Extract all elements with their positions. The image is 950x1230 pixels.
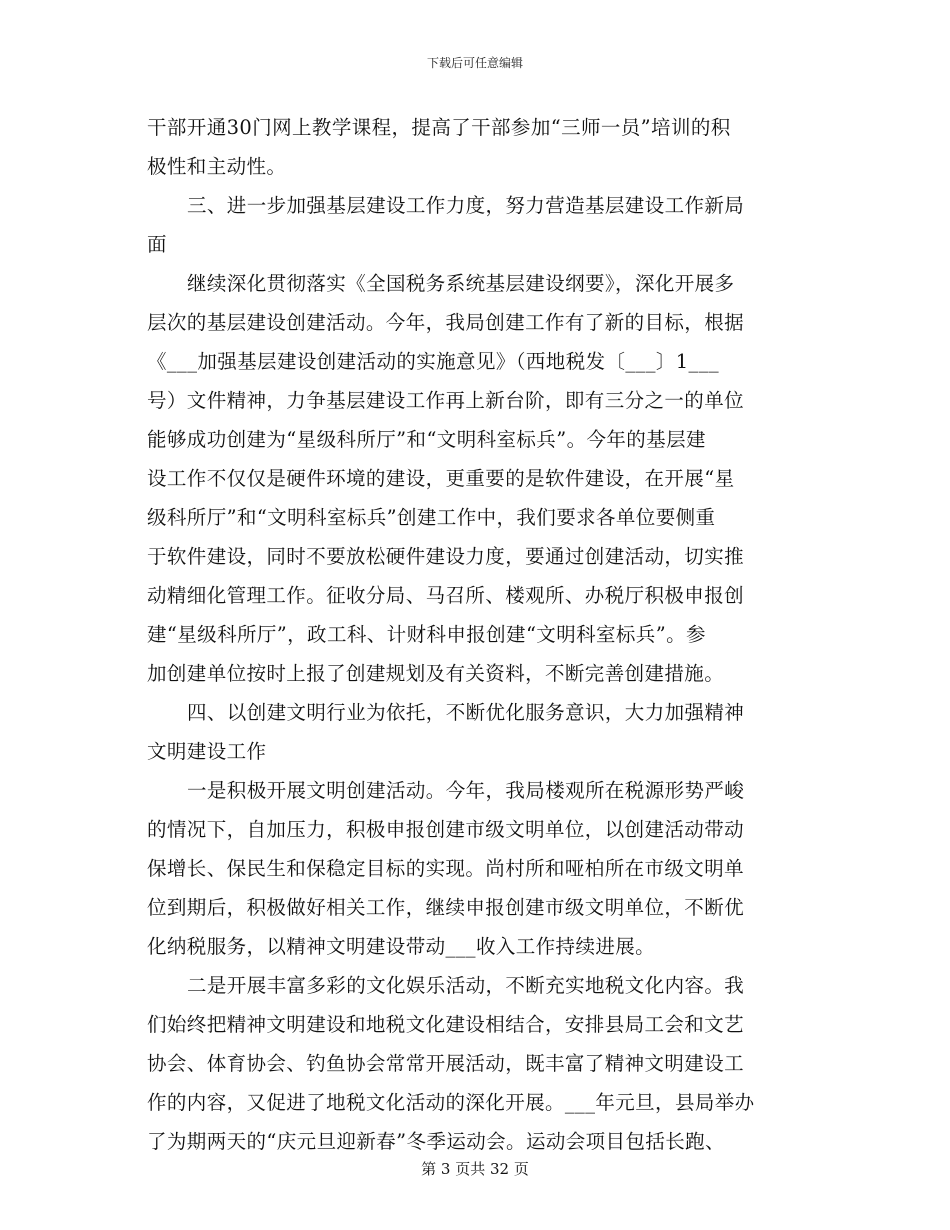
- paragraph-start: 二是开展丰富多彩的文化娱乐活动，不断充实地税文化内容。我: [187, 974, 745, 997]
- text-line: 级科所厅”和“文明科室标兵”创建工作中，我们要求各单位要侧重: [147, 506, 716, 529]
- text-line: 位到期后，积极做好相关工作，继续申报创建市级文明单位，不断优: [147, 896, 745, 919]
- section-heading: 四、以创建文明行业为依托，不断优化服务意识，大力加强精神: [187, 701, 745, 724]
- text-line: 的情况下，自加压力，积极申报创建市级文明单位，以创建活动带动: [147, 818, 745, 841]
- text-line: 加创建单位按时上报了创建规划及有关资料，不断完善创建措施。: [147, 662, 725, 685]
- text-line: 动精细化管理工作。征收分局、马召所、楼观所、办税厅积极申报创: [147, 584, 745, 607]
- text-line: 设工作不仅仅是硬件环境的建设，更重要的是软件建设，在开展“星: [147, 467, 735, 490]
- paragraph-start: 继续深化贯彻落实《全国税务系统基层建设纲要》，深化开展多: [187, 272, 735, 295]
- text-line: 能够成功创建为“星级科所厅”和“文明科室标兵”。今年的基层建: [147, 428, 706, 451]
- text-line: 们始终把精神文明建设和地税文化建设相结合，安排县局工会和文艺: [147, 1013, 745, 1036]
- text-line: 协会、体育协会、钓鱼协会常常开展活动，既丰富了精神文明建设工: [147, 1052, 745, 1075]
- section-heading: 三、进一步加强基层建设工作力度，努力营造基层建设工作新局: [187, 194, 745, 217]
- page-footer: 第 3 页共 32 页: [421, 1160, 529, 1178]
- text-line: 号）文件精神，力争基层建设工作再上新台阶，即有三分之一的单位: [147, 389, 745, 412]
- paragraph-start: 一是积极开展文明创建活动。今年，我局楼观所在税源形势严峻: [187, 779, 745, 802]
- text-line: 层次的基层建设创建活动。今年，我局创建工作有了新的目标，根据: [147, 311, 745, 334]
- text-line: 《___加强基层建设创建活动的实施意见》（西地税发〔___〕1___: [147, 350, 720, 373]
- text-line: 于软件建设，同时不要放松硬件建设力度，要通过创建活动，切实推: [147, 545, 745, 568]
- section-heading-cont: 面: [147, 233, 167, 256]
- page-header: 下载后可任意编辑: [426, 56, 523, 70]
- text-line: 化纳税服务，以精神文明建设带动___收入工作持续进展。: [147, 935, 656, 958]
- section-heading-cont: 文明建设工作: [147, 740, 267, 763]
- text-line: 作的内容，又促进了地税文化活动的深化开展。___年元旦，县局举办: [147, 1091, 755, 1114]
- text-line: 建“星级科所厅”，政工科、计财科申报创建“文明科室标兵”。参: [147, 623, 706, 646]
- text-line: 了为期两天的“庆元旦迎新春”冬季运动会。运动会项目包括长跑、: [147, 1130, 725, 1153]
- text-line: 干部开通30门网上教学课程，提高了干部参加“三师一员”培训的积: [147, 116, 731, 139]
- document-body: [147, 108, 803, 1161]
- text-line: 保增长、保民生和保稳定目标的实现。尚村所和哑柏所在市级文明单: [147, 857, 745, 880]
- text-line: 极性和主动性。: [147, 155, 287, 178]
